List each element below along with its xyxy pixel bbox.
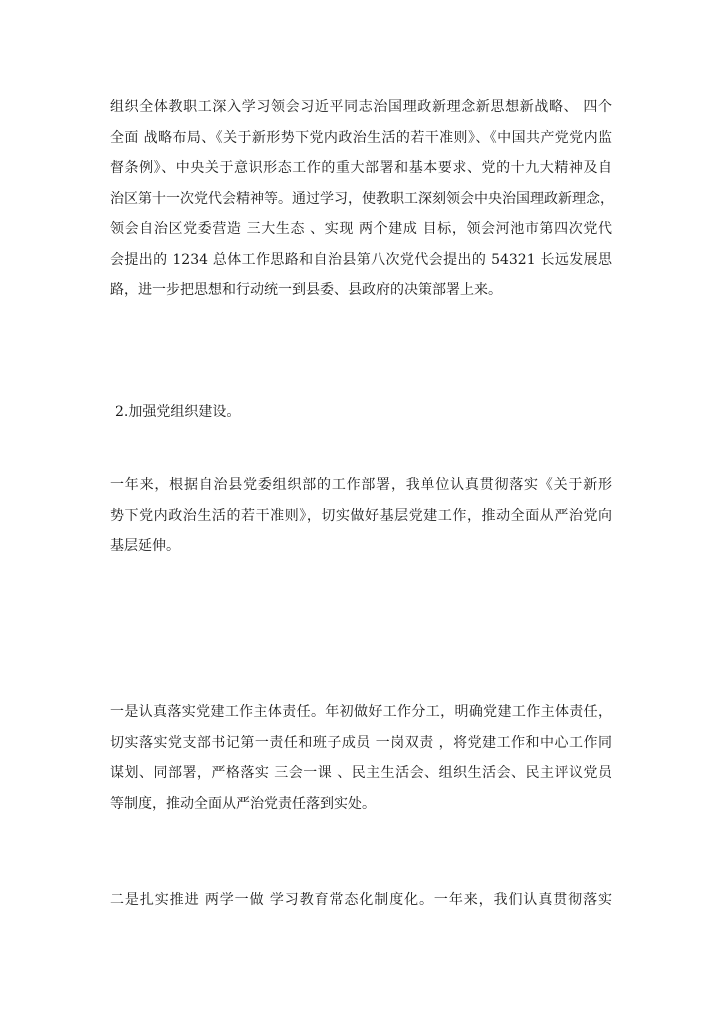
text-line: 一是认真落实党建工作主体责任。年初做好工作分工，明确党建工作主体责任， (110, 704, 612, 720)
section-heading (115, 397, 617, 428)
text-line: 全面 战略布局、《关于新形势下党内政治生活的若干准则》、《中国共产党党内监 (110, 129, 612, 146)
text-line: 二是扎实推进 两学一做 学习教育常态化制度化。一年来，我们认真贯彻落实 (110, 892, 612, 908)
text-line: 会提出的 1234 总体工作思路和自治县第八次党代会提出的 54321 长远发展思 (110, 251, 612, 268)
paragraph-study-organization (110, 92, 612, 306)
text-line: 督条例》、中央关于意识形态工作的重大部署和基本要求、党的十九大精神及自 (110, 160, 612, 176)
paragraph-party-building-intro (110, 470, 612, 562)
paragraph-two-studies-one-action (110, 885, 612, 916)
text-line: 路，进一步把思想和行动统一到县委、县政府的决策部署上来。 (110, 282, 502, 298)
text-line: 切实落实党支部书记第一责任和班子成员 一岗双责 ，将党建工作和中心工作同 (110, 734, 612, 751)
text-line: 一年来，根据自治县党委组织部的工作部署，我单位认真贯彻落实《关于新形 (110, 477, 612, 493)
paragraph-responsibility (110, 697, 612, 819)
text-line: 基层延伸。 (110, 538, 180, 554)
text-line: 治区第十一次党代会精神等。通过学习，使教职工深刻领会中央治国理政新理念， (110, 190, 614, 207)
text-line: 谋划、同部署，严格落实 三会一课 、民主生活会、组织生活会、民主评议党员 (110, 765, 612, 781)
text-line: 势下党内政治生活的若干准则》，切实做好基层党建工作，推动全面从严治党向 (110, 507, 612, 524)
text-line: 等制度，推动全面从严治党责任落到实处。 (110, 795, 376, 812)
text-line: 领会自治区党委营造 三大生态 、实现 两个建成 目标，领会河池市第四次党代 (110, 221, 612, 237)
heading-text: 2.加强党组织建设。 (115, 404, 241, 420)
text-line: 组织全体教职工深入学习领会习近平同志治国理政新理念新思想新战略、 四个 (110, 99, 612, 115)
